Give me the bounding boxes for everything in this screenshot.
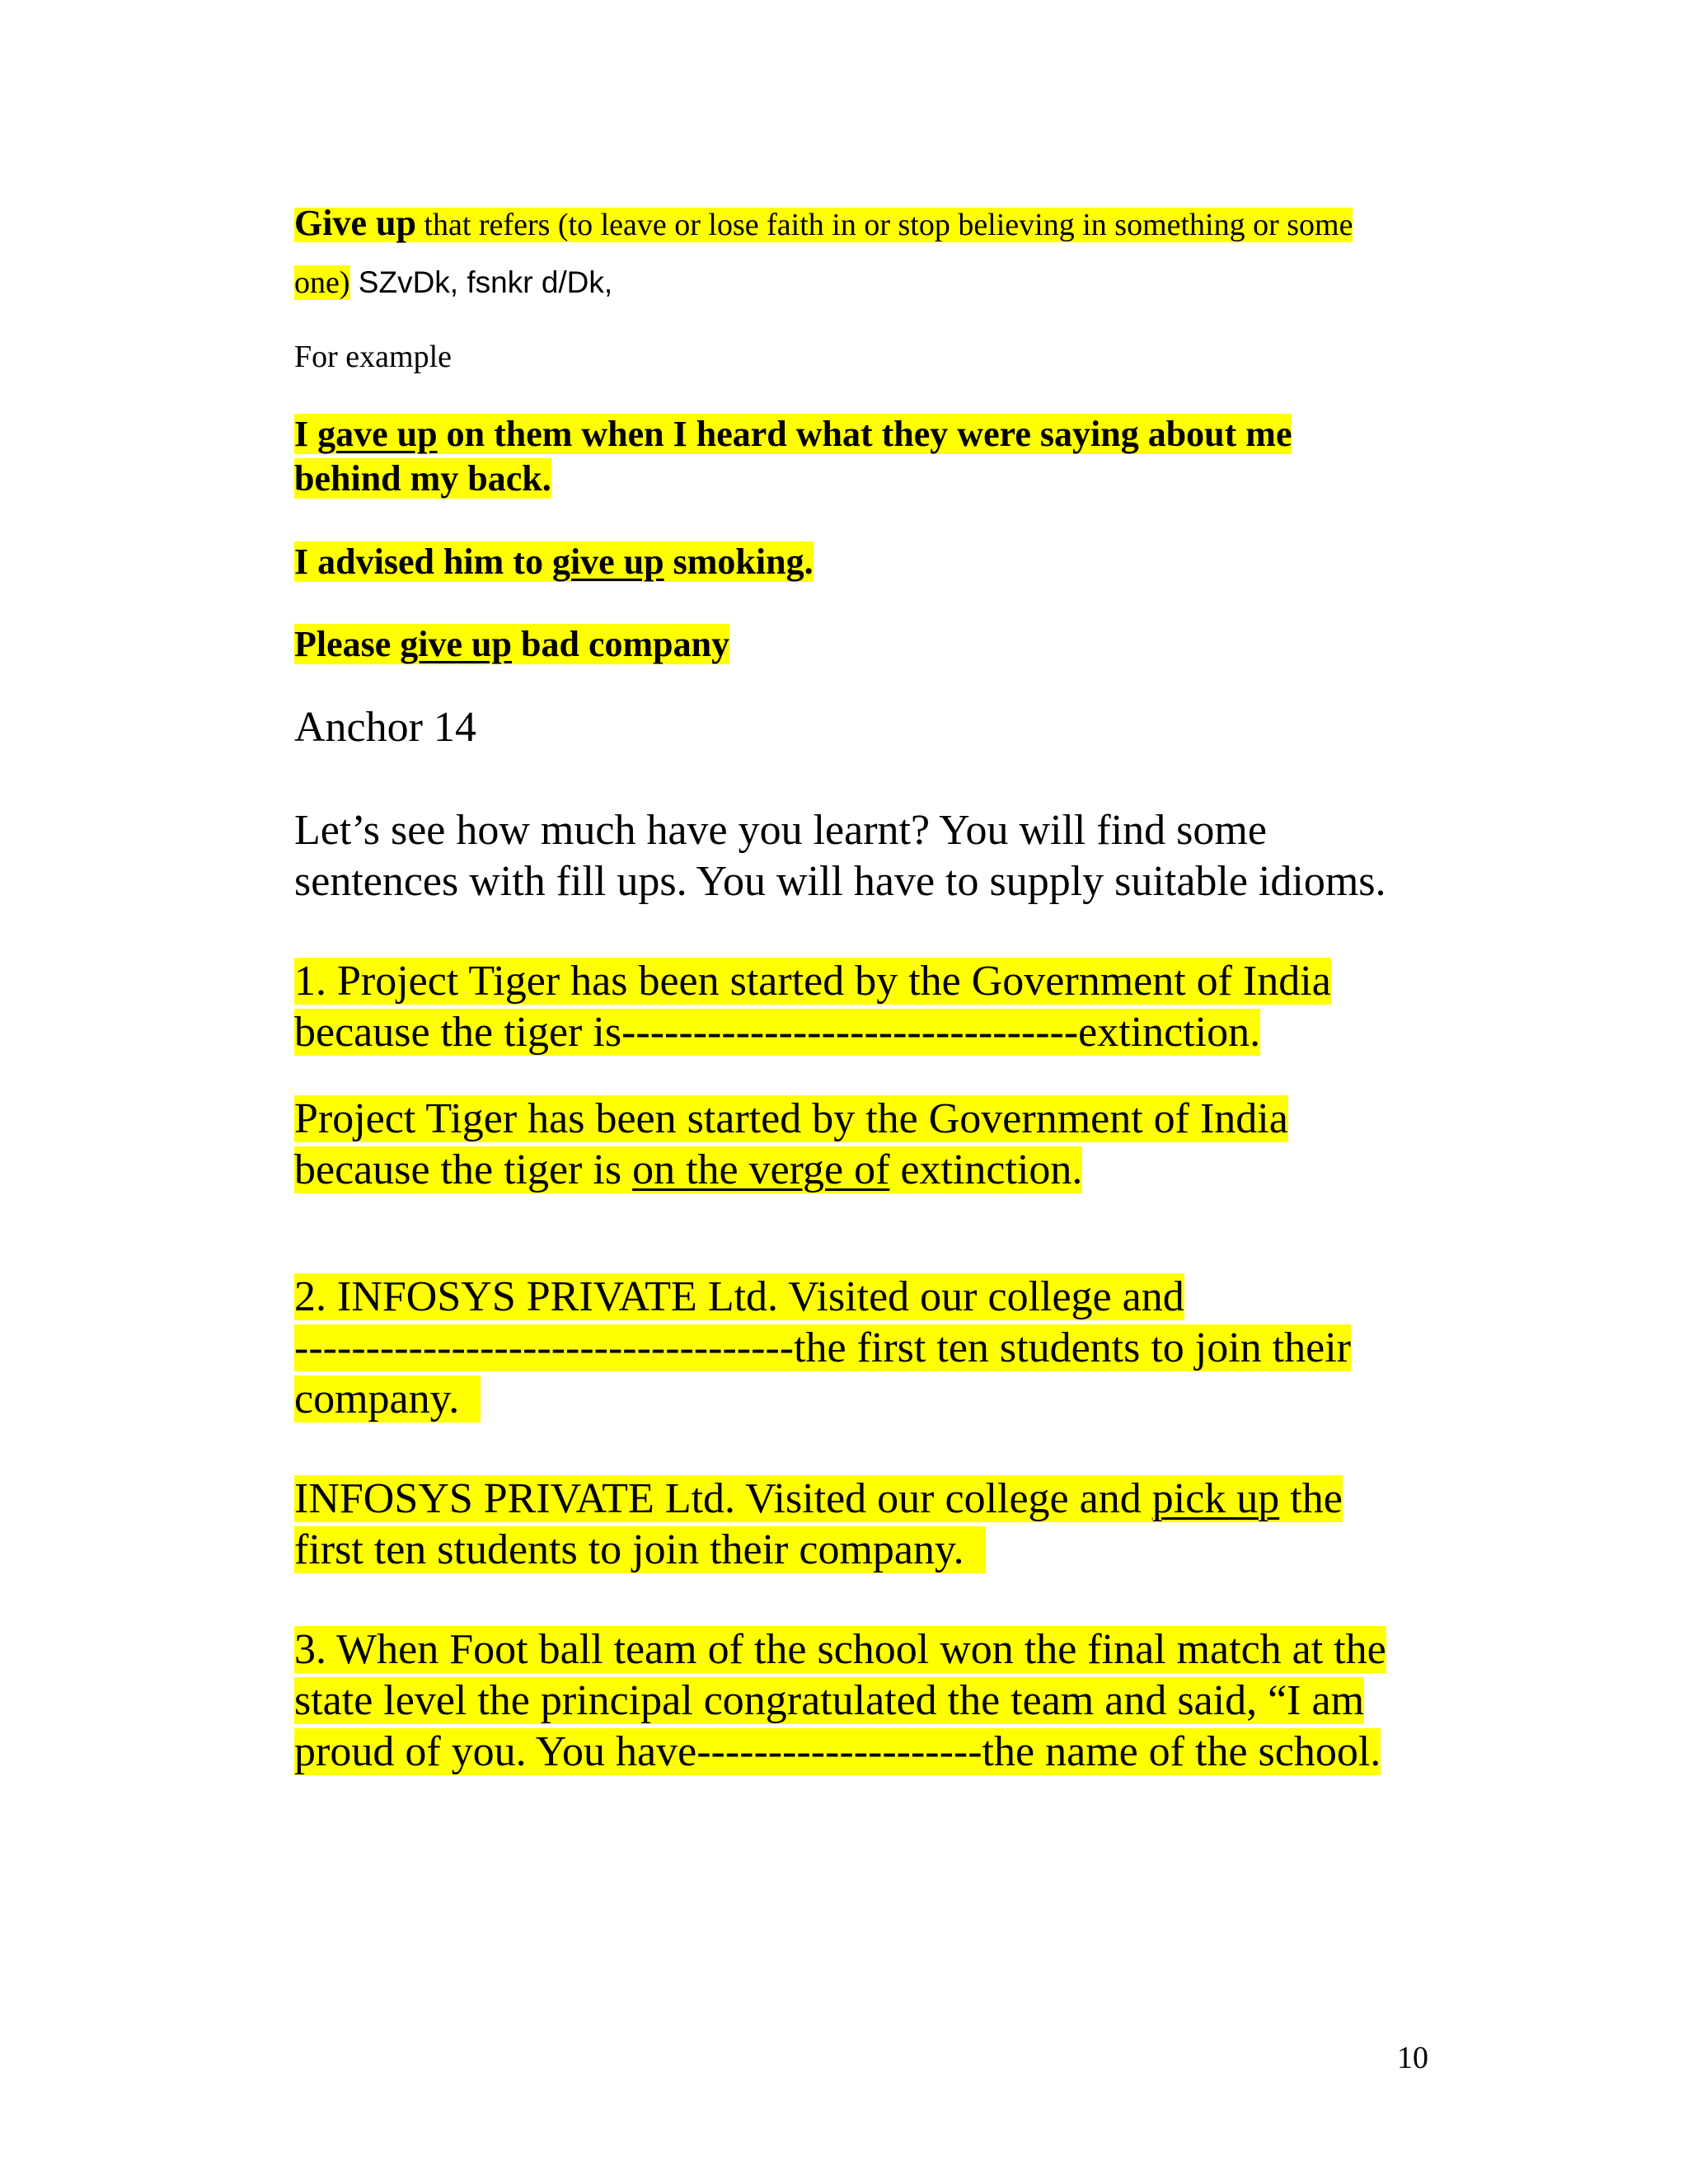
- definition-text-line1: that refers (to leave or lose faith in or stop believing in something or some: [415, 208, 1353, 242]
- definition-term: Give up: [294, 203, 416, 243]
- page-number: 10: [1397, 2041, 1428, 2075]
- idiom-phrase: pick up: [1151, 1475, 1280, 1522]
- intro-paragraph: Let’s see how much have you learnt? You will find some sentences with fill ups. You will have to supply suitable idioms.: [294, 807, 1386, 905]
- idiom-phrase: give up: [551, 541, 664, 582]
- answer-2: INFOSYS PRIVATE Ltd. Visited our college and pick up the first ten students to join their company.: [294, 1475, 1343, 1573]
- definition-paragraph: [294, 194, 1448, 312]
- question-1: 1. Project Tiger has been started by the Government of India because the tiger is--------------------------------extinction.: [294, 958, 1331, 1056]
- idiom-phrase: give up: [400, 624, 512, 664]
- idiom-phrase: on the verge of: [632, 1146, 890, 1193]
- example-label: For example: [294, 340, 452, 374]
- page-content: [294, 0, 1448, 2184]
- idiom-phrase: gave up: [317, 414, 438, 454]
- answer-1: Project Tiger has been started by the Government of India because the tiger is on the verge of extinction.: [294, 1095, 1288, 1193]
- definition-text-line2: one): [294, 265, 350, 300]
- example-sentence-3: Please give up bad company: [294, 624, 730, 664]
- question-2: 2. INFOSYS PRIVATE Ltd. Visited our college and -----------------------------------the first ten students to join their company.: [294, 1273, 1351, 1422]
- example-sentence-1: I gave up on them when I heard what they were saying about me behind my back.: [294, 414, 1292, 499]
- example-sentence-2: I advised him to give up smoking.: [294, 541, 814, 582]
- anchor-heading: Anchor 14: [294, 704, 476, 751]
- question-3: 3. When Foot ball team of the school won the final match at the state level the principal congratulated the team and said, “I am proud of you. You have--------------------the name of the school.: [294, 1626, 1386, 1775]
- definition-hindi: SZvDk, fsnkr d/Dk,: [349, 265, 613, 299]
